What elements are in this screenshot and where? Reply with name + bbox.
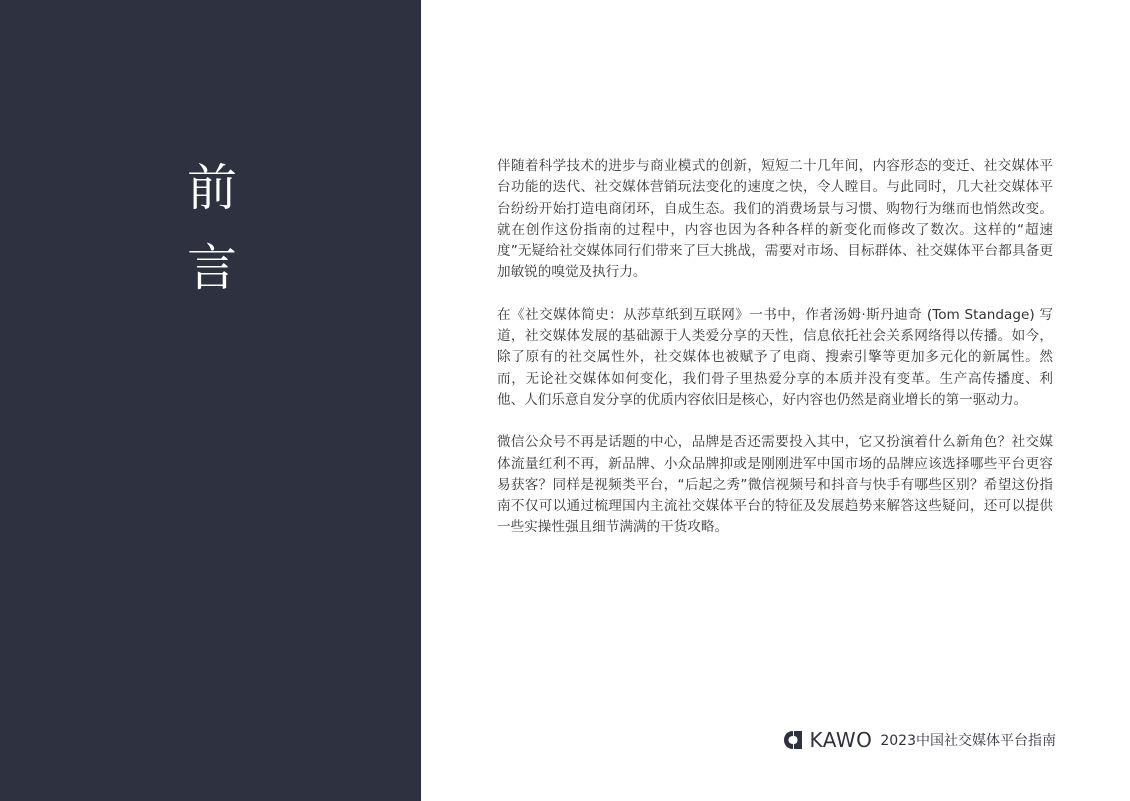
paragraph-1: 伴随着科学技术的进步与商业模式的创新，短短二十几年间，内容形态的变迁、社交媒体平台功能的迭代、社交媒体营销玩法变化的速度之快，令人瞠目。与此同时，几大社交媒体平台纷纷开始打造电商闭环，自成生态。我们的消费场景与习惯、购物行为继而也悄然改变。就在创作这份指南的过程中，内容也因为各种各样的新变化而修改了数次。这样的“超速度”无疑给社交媒体同行们带来了巨大挑战，需要对市场、目标群体、社交媒体平台都具备更加敏锐的嗅觉及执行力。 — [497, 158, 1053, 281]
title-char-1: 前 — [187, 159, 237, 217]
paragraph-3: 微信公众号不再是话题的中心，品牌是否还需要投入其中，它又扮演着什么新角色？社交媒体流量红利不再，新品牌、小众品牌抑或是刚刚进军中国市场的品牌应该选择哪些平台更容易获客？同样是视频类平台，“后起之秀”微信视频号和抖音与快手有哪些区别？希望这份指南不仅可以通过梳理国内主流社交媒体平台的特征及发展趋势来解答这些疑问，还可以提供一些实操性强且细节满满的干货攻略。 — [497, 434, 1053, 536]
paragraph-2: 在《社交媒体简史：从莎草纸到互联网》一书中，作者汤姆·斯丹迪奇 (Tom Standage) 写道，社交媒体发展的基础源于人类爱分享的天性，信息依托社会关系网络得以传播。如今，除了原有的社交属性外，社交媒体也被赋予了电商、搜索引擎等更加多元化的新属性。然而，无论社交媒体如何变化，我们骨子里热爱分享的本质并没有变革。生产高传播度、利他、人们乐意自发分享的优质内容依旧是核心，好内容也仍然是商业增长的第一驱动力。 — [497, 306, 1053, 408]
left-title-panel — [0, 0, 421, 801]
kawo-logo-icon — [783, 730, 803, 750]
preface-body — [497, 156, 1053, 560]
document-title: 2023中国社交媒体平台指南 — [880, 733, 1056, 749]
title-char-2: 言 — [187, 239, 237, 297]
page-title — [184, 148, 240, 308]
footer — [783, 728, 1056, 752]
brand-name: KAWO — [809, 728, 873, 752]
